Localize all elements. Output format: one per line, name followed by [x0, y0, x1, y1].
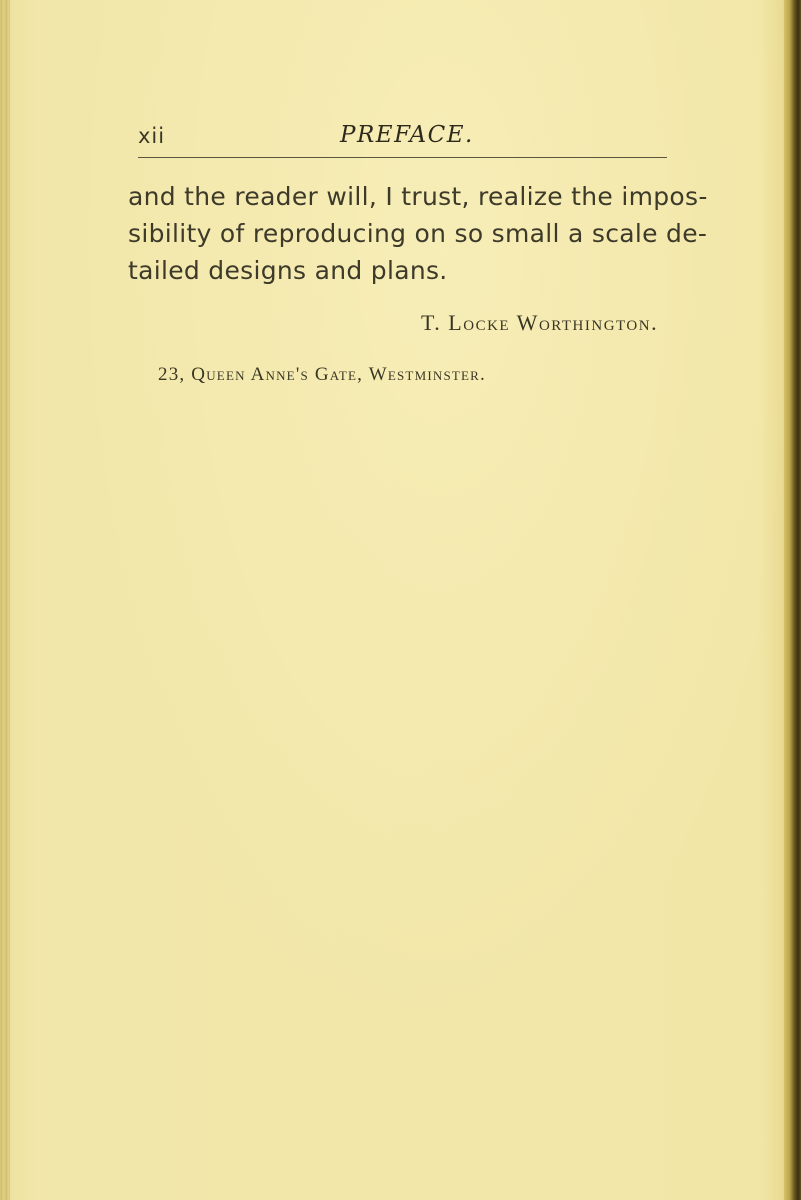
body-line: and the reader will, I trust, realize the impos-	[128, 182, 708, 211]
page-number: xii	[138, 124, 166, 148]
author-address: 23, Queen Anne's Gate, Westminster.	[158, 364, 486, 385]
body-line: sibility of reproducing on so small a scale de-	[128, 219, 708, 248]
running-head	[138, 124, 668, 164]
author-signature: T. Locke Worthington.	[421, 310, 659, 335]
body-paragraph	[128, 178, 728, 289]
header-rule	[138, 157, 667, 158]
page-fore-edge	[784, 0, 801, 1200]
body-line: tailed designs and plans.	[128, 256, 448, 285]
running-head-title: PREFACE.	[340, 122, 474, 148]
page-gutter-edge	[0, 0, 10, 1200]
